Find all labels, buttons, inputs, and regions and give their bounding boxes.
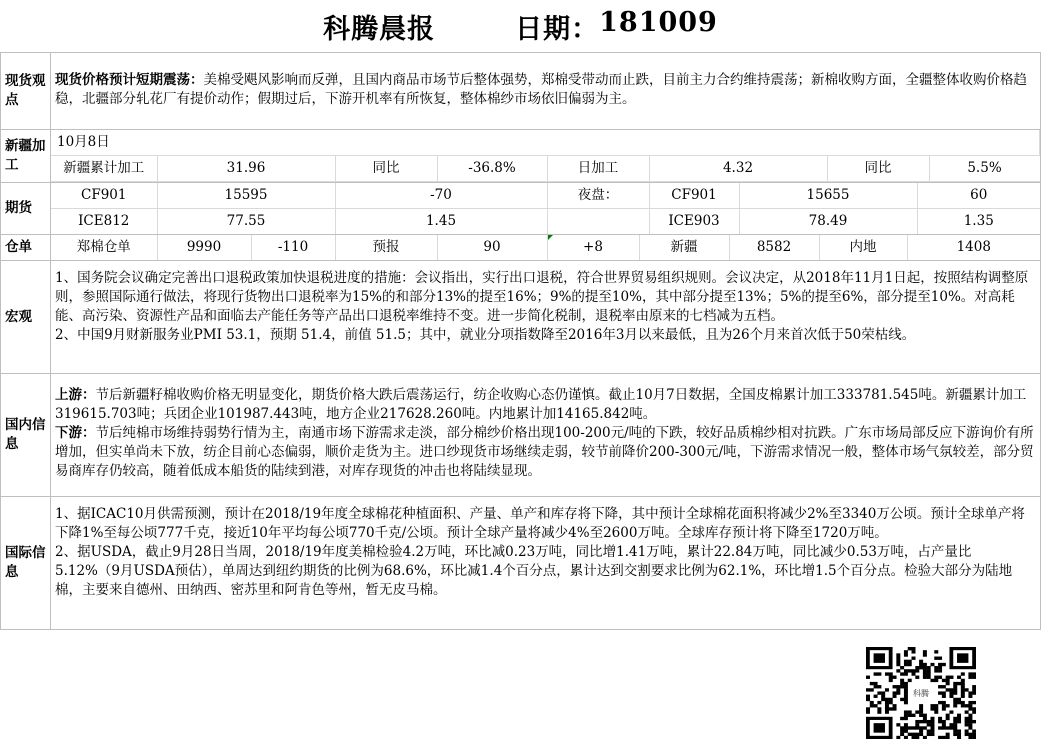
futures-r2-night-change: 1.35 (963, 213, 994, 229)
futures-r1-night-change: 60 (917, 183, 1040, 209)
section-label-international: 国际信息 (1, 497, 51, 630)
futures-r2-contract: ICE812 (51, 209, 157, 235)
qr-code-icon (866, 647, 976, 739)
warehouse-forecast: 90 (437, 235, 547, 260)
futures-r2-change: 1.45 (335, 209, 547, 235)
section-warehouse (51, 235, 1041, 261)
report-table (0, 52, 1041, 630)
warehouse-inland: 1408 (956, 239, 991, 255)
futures-r2-blank (547, 209, 649, 235)
section-label-futures: 期货 (1, 183, 51, 235)
section-xinjiang (51, 130, 1041, 183)
section-macro (51, 261, 1041, 374)
upstream-head: 上游： (55, 387, 96, 403)
date-value: 181009 (599, 6, 718, 38)
section-label-warehouse: 仓单 (1, 235, 51, 261)
warehouse-forecast-change: +8 (583, 239, 603, 255)
domestic-upstream (55, 386, 1034, 424)
qr-center-text: 科腾 (913, 689, 929, 698)
downstream-head: 下游： (55, 425, 96, 441)
xinjiang-cum-value: 31.96 (157, 156, 335, 182)
section-spot (51, 53, 1041, 130)
macro-paragraph-1: 1、国务院会议确定完善出口退税政策加快退税进度的措施：会议指出，实行出口退税，符合世界贸易组织规则。会议决定，从2018年11月1日起，按照结构调整原则，参照国际通行做法，将现行货物出口退税率为15%的和部分13%的提至16%；9%的提至10%，其中部分提至13%；5%的提至6%，部分提至10%。对高耗能、高污染、资源性产品和面临去产能任务等产品出口退税率维持不变。进一步简化税制，退税率由原来的七档减为五档。 (55, 270, 1029, 324)
section-international (51, 497, 1041, 630)
section-label-macro: 宏观 (1, 261, 51, 374)
section-label-spot: 现货观点 (1, 53, 51, 130)
futures-r1-contract: CF901 (51, 183, 157, 209)
section-domestic (51, 374, 1041, 497)
report-header (0, 0, 1041, 52)
warehouse-forecast-change-cell (547, 235, 639, 260)
futures-r1-change: -70 (335, 183, 547, 209)
report-title: 科腾晨报 (323, 13, 436, 45)
warehouse-inland-label: 内地 (819, 235, 907, 260)
warehouse-forecast-label: 预报 (335, 235, 437, 260)
warehouse-xinjiang: 8582 (729, 235, 819, 260)
futures-r1-price: 15595 (157, 183, 335, 209)
xinjiang-daily-label: 日加工 (547, 156, 649, 182)
futures-night-label: 夜盘： (547, 183, 649, 209)
international-paragraph-2: 2、据USDA，截止9月28日当周，2018/19年度美棉检验4.2万吨，环比减0.23万吨，同比增1.41万吨，累计22.84万吨，同比减少0.53万吨，占产量比5.12%（9月USDA预估），单周达到纽约期货的比例为68.6%，环比减1.4个百分点，累计达到交割要求比例为62.1%，环比增1.5个百分点。检验大部分为陆地棉，主要来自德州、田纳西、密苏里和阿肯色等州，暂无皮马棉。 (55, 544, 1013, 598)
xinjiang-cum-label: 新疆累计加工 (51, 156, 157, 182)
warehouse-xinjiang-label: 新疆 (639, 235, 729, 260)
warehouse-receipts: 9990 (157, 235, 251, 260)
warehouse-label: 郑棉仓单 (51, 235, 157, 260)
upstream-text: 节后新疆籽棉收购价格无明显变化，期货价格大跌后震荡运行，纺企收购心态仍谨慎。截止10月7日数据，全国皮棉累计加工333781.545吨。新疆累计加工319615.703吨；兵团企业101987.443吨，地方企业217628.260吨。内地累计加14165.842吨。 (55, 387, 1027, 422)
futures-r2-price: 77.55 (157, 209, 335, 235)
green-triangle-icon (548, 235, 553, 240)
domestic-downstream (55, 424, 1034, 481)
xinjiang-daily-yoy-value: 5.5% (929, 156, 1040, 182)
spot-text: 美棉受飓风影响而反弹，且国内商品市场节后整体强势，郑棉受带动而止跌，目前主力合约维持震荡；新棉收购方面，全疆整体收购价格趋稳，北疆部分轧花厂有提价动作；假期过后，下游开机率有所恢复，整体棉纱市场依旧偏弱为主。 (55, 72, 1027, 107)
section-label-xinjiang: 新疆加工 (1, 130, 51, 183)
futures-r1-night-contract: CF901 (649, 183, 739, 209)
xinjiang-table (51, 130, 1040, 182)
international-paragraph-1: 1、据ICAC10月供需预测，预计在2018/19年度全球棉花种植面积、产量、单产和库存将下降，其中预计全球棉花面积将减少2%至3340万公顷。预计全球单产将下降1%至每公顷777千克，接近10年平均每公顷770千克/公顷。预计全球产量将减少4%至2600万吨。全球库存预计将下降至1720万吨。 (55, 506, 1025, 541)
xinjiang-yoy-label: 同比 (335, 156, 437, 182)
section-futures (51, 183, 1041, 235)
spot-headline: 现货价格预计短期震荡： (55, 72, 204, 88)
report-date (515, 7, 718, 46)
xinjiang-daily-value: 4.32 (649, 156, 827, 182)
warehouse-receipts-change: -110 (251, 235, 335, 260)
section-label-domestic: 国内信息 (1, 374, 51, 497)
futures-r1-night-price: 15655 (739, 183, 917, 209)
xinjiang-yoy-value: -36.8% (437, 156, 547, 182)
downstream-text: 节后纯棉市场维持弱势行情为主，南通市场下游需求走淡，部分棉纱价格出现100-200元/吨的下跌，较好品质棉纱相对抗跌。广东市场局部反应下游询价有所增加，但实单尚未下放，纺企目前心态偏弱，顺价走货为主。进口纱现货市场继续走弱，较节前降价200-300元/吨，下游需求情况一般，整体市场气氛较差，部分贸易商库存仍较高，随着低成本船货的陆续到港，对库存现货的冲击也将陆续显现。 (55, 425, 1034, 479)
futures-r2-night-price: 78.49 (739, 209, 917, 235)
futures-r2-night-contract: ICE903 (649, 209, 739, 235)
futures-table (51, 183, 1040, 234)
xinjiang-daily-yoy-label: 同比 (827, 156, 929, 182)
date-label: 日期： (515, 13, 600, 45)
xinjiang-date: 10月8日 (51, 130, 1040, 156)
macro-paragraph-2: 2、中国9月财新服务业PMI 53.1，预期 51.4，前值 51.5；其中，就业分项指数降至2016年3月以来最低，且为26个月来首次低于50荣枯线。 (55, 327, 916, 343)
warehouse-table (51, 235, 1040, 260)
